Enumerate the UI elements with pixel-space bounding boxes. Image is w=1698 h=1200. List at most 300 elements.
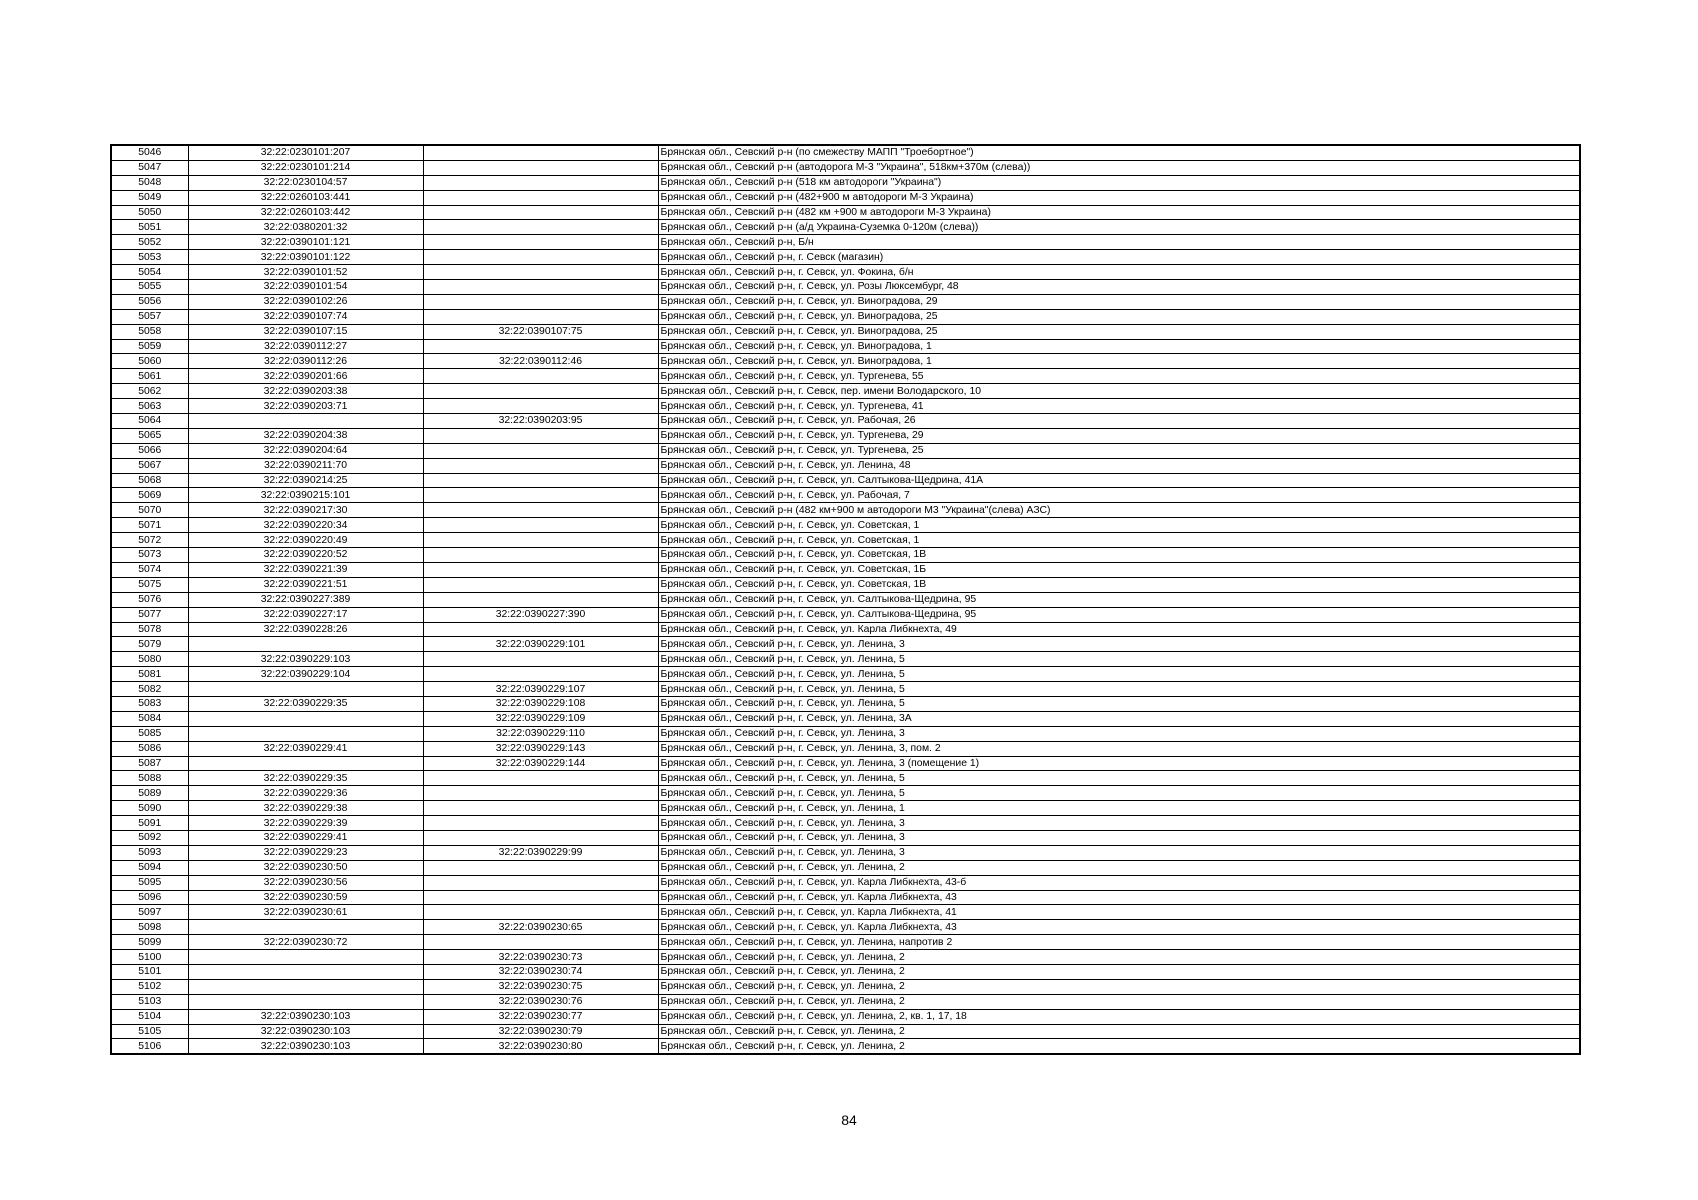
property-table: [110, 144, 1581, 1055]
building-number-cell: 32:22:0390230:79: [423, 1024, 658, 1039]
address-cell: Брянская обл., Севский р-н, г. Севск (магазин): [658, 250, 1580, 265]
building-number-cell: [423, 801, 658, 816]
building-number-cell: [423, 235, 658, 250]
cadastral-number-cell: 32:22:0390214:25: [188, 473, 423, 488]
address-cell: Брянская обл., Севский р-н, г. Севск, ул. Рабочая, 26: [658, 414, 1580, 429]
address-cell: Брянская обл., Севский р-н, г. Севск, ул. Ленина, 2: [658, 860, 1580, 875]
cadastral-number-cell: 32:22:0390227:17: [188, 607, 423, 622]
table-row: [111, 801, 1580, 816]
row-number-cell: 5085: [111, 726, 188, 741]
table-row: [111, 845, 1580, 860]
address-cell: Брянская обл., Севский р-н, г. Севск, ул. Ленина, 3 (помещение 1): [658, 756, 1580, 771]
row-number-cell: 5067: [111, 458, 188, 473]
table-row: [111, 548, 1580, 563]
table-row: [111, 488, 1580, 503]
address-cell: Брянская обл., Севский р-н, Б/н: [658, 235, 1580, 250]
address-cell: Брянская обл., Севский р-н, г. Севск, ул. Ленина, 5: [658, 696, 1580, 711]
address-cell: Брянская обл., Севский р-н (482 км+900 м автодороги М3 "Украина"(слева) АЗС): [658, 503, 1580, 518]
address-cell: Брянская обл., Севский р-н, г. Севск, ул. Розы Люксембург, 48: [658, 280, 1580, 295]
table-row: [111, 399, 1580, 414]
building-number-cell: [423, 562, 658, 577]
row-number-cell: 5097: [111, 905, 188, 920]
cadastral-number-cell: 32:22:0390229:41: [188, 830, 423, 845]
address-cell: Брянская обл., Севский р-н, г. Севск, ул. Ленина, 5: [658, 682, 1580, 697]
table-body: [111, 145, 1580, 1054]
table-row: [111, 294, 1580, 309]
building-number-cell: [423, 220, 658, 235]
table-row: [111, 220, 1580, 235]
building-number-cell: [423, 548, 658, 563]
table-row: [111, 905, 1580, 920]
address-cell: Брянская обл., Севский р-н, г. Севск, ул. Салтыкова-Щедрина, 41А: [658, 473, 1580, 488]
cadastral-number-cell: [188, 920, 423, 935]
building-number-cell: [423, 399, 658, 414]
table-row: [111, 428, 1580, 443]
table-row: [111, 175, 1580, 190]
cadastral-number-cell: 32:22:0230101:207: [188, 145, 423, 160]
address-cell: Брянская обл., Севский р-н, г. Севск, ул. Ленина, 2, кв. 1, 17, 18: [658, 1009, 1580, 1024]
row-number-cell: 5080: [111, 652, 188, 667]
row-number-cell: 5091: [111, 816, 188, 831]
table-row: [111, 443, 1580, 458]
cadastral-number-cell: 32:22:0390230:59: [188, 890, 423, 905]
row-number-cell: 5095: [111, 875, 188, 890]
table-row: [111, 1009, 1580, 1024]
table-row: [111, 339, 1580, 354]
building-number-cell: [423, 309, 658, 324]
address-cell: Брянская обл., Севский р-н (482 км +900 м автодороги М-3 Украина): [658, 205, 1580, 220]
table-row: [111, 414, 1580, 429]
row-number-cell: 5073: [111, 548, 188, 563]
building-number-cell: [423, 786, 658, 801]
table-row: [111, 369, 1580, 384]
building-number-cell: 32:22:0390203:95: [423, 414, 658, 429]
row-number-cell: 5090: [111, 801, 188, 816]
building-number-cell: 32:22:0390230:74: [423, 964, 658, 979]
building-number-cell: [423, 905, 658, 920]
address-cell: Брянская обл., Севский р-н, г. Севск, ул. Тургенева, 29: [658, 428, 1580, 443]
address-cell: Брянская обл., Севский р-н, г. Севск, пер. имени Володарского, 10: [658, 384, 1580, 399]
cadastral-number-cell: 32:22:0390229:35: [188, 771, 423, 786]
cadastral-number-cell: 32:22:0390107:15: [188, 324, 423, 339]
building-number-cell: [423, 890, 658, 905]
address-cell: Брянская обл., Севский р-н, г. Севск, ул. Карла Либкнехта, 49: [658, 622, 1580, 637]
table-row: [111, 711, 1580, 726]
address-cell: Брянская обл., Севский р-н, г. Севск, ул. Ленина, 5: [658, 771, 1580, 786]
building-number-cell: 32:22:0390229:108: [423, 696, 658, 711]
cadastral-number-cell: 32:22:0390220:34: [188, 518, 423, 533]
building-number-cell: [423, 205, 658, 220]
table-row: [111, 160, 1580, 175]
cadastral-number-cell: 32:22:0390229:41: [188, 741, 423, 756]
row-number-cell: 5082: [111, 682, 188, 697]
address-cell: Брянская обл., Севский р-н, г. Севск, ул. Ленина, напротив 2: [658, 935, 1580, 950]
address-cell: Брянская обл., Севский р-н (482+900 м автодороги М-3 Украина): [658, 190, 1580, 205]
row-number-cell: 5046: [111, 145, 188, 160]
table-row: [111, 607, 1580, 622]
address-cell: Брянская обл., Севский р-н, г. Севск, ул. Салтыкова-Щедрина, 95: [658, 592, 1580, 607]
building-number-cell: [423, 875, 658, 890]
table-row: [111, 622, 1580, 637]
row-number-cell: 5100: [111, 950, 188, 965]
address-cell: Брянская обл., Севский р-н, г. Севск, ул. Виноградова, 29: [658, 294, 1580, 309]
building-number-cell: [423, 294, 658, 309]
building-number-cell: [423, 280, 658, 295]
address-cell: Брянская обл., Севский р-н, г. Севск, ул. Ленина, 3: [658, 845, 1580, 860]
building-number-cell: [423, 384, 658, 399]
address-cell: Брянская обл., Севский р-н (автодорога М-3 "Украина", 518км+370м (слева)): [658, 160, 1580, 175]
cadastral-number-cell: 32:22:0390201:66: [188, 369, 423, 384]
address-cell: Брянская обл., Севский р-н, г. Севск, ул. Ленина, 3: [658, 830, 1580, 845]
address-cell: Брянская обл., Севский р-н, г. Севск, ул. Рабочая, 7: [658, 488, 1580, 503]
cadastral-number-cell: 32:22:0390230:103: [188, 1009, 423, 1024]
address-cell: Брянская обл., Севский р-н, г. Севск, ул. Карла Либкнехта, 41: [658, 905, 1580, 920]
table-row: [111, 830, 1580, 845]
row-number-cell: 5079: [111, 637, 188, 652]
address-cell: Брянская обл., Севский р-н (518 км автодороги "Украина"): [658, 175, 1580, 190]
cadastral-number-cell: 32:22:0390101:54: [188, 280, 423, 295]
building-number-cell: 32:22:0390230:65: [423, 920, 658, 935]
building-number-cell: 32:22:0390107:75: [423, 324, 658, 339]
row-number-cell: 5074: [111, 562, 188, 577]
building-number-cell: [423, 339, 658, 354]
row-number-cell: 5069: [111, 488, 188, 503]
cadastral-number-cell: 32:22:0390203:71: [188, 399, 423, 414]
cadastral-number-cell: 32:22:0390101:122: [188, 250, 423, 265]
row-number-cell: 5061: [111, 369, 188, 384]
row-number-cell: 5070: [111, 503, 188, 518]
building-number-cell: [423, 622, 658, 637]
row-number-cell: 5050: [111, 205, 188, 220]
building-number-cell: [423, 473, 658, 488]
row-number-cell: 5065: [111, 428, 188, 443]
address-cell: Брянская обл., Севский р-н, г. Севск, ул. Виноградова, 25: [658, 324, 1580, 339]
cadastral-number-cell: 32:22:0390102:26: [188, 294, 423, 309]
table-row: [111, 696, 1580, 711]
cadastral-number-cell: [188, 756, 423, 771]
cadastral-number-cell: 32:22:0230101:214: [188, 160, 423, 175]
address-cell: Брянская обл., Севский р-н, г. Севск, ул. Ленина, 2: [658, 964, 1580, 979]
cadastral-number-cell: 32:22:0390227:389: [188, 592, 423, 607]
cadastral-number-cell: 32:22:0390203:38: [188, 384, 423, 399]
row-number-cell: 5064: [111, 414, 188, 429]
building-number-cell: [423, 175, 658, 190]
table-row: [111, 235, 1580, 250]
row-number-cell: 5093: [111, 845, 188, 860]
cadastral-number-cell: [188, 950, 423, 965]
address-cell: Брянская обл., Севский р-н, г. Севск, ул. Советская, 1: [658, 533, 1580, 548]
address-cell: Брянская обл., Севский р-н, г. Севск, ул. Ленина, 48: [658, 458, 1580, 473]
cadastral-number-cell: 32:22:0390221:39: [188, 562, 423, 577]
table-row: [111, 518, 1580, 533]
row-number-cell: 5083: [111, 696, 188, 711]
cadastral-number-cell: 32:22:0390229:104: [188, 667, 423, 682]
table-row: [111, 875, 1580, 890]
row-number-cell: 5088: [111, 771, 188, 786]
cadastral-number-cell: 32:22:0390101:52: [188, 265, 423, 280]
building-number-cell: 32:22:0390230:77: [423, 1009, 658, 1024]
row-number-cell: 5084: [111, 711, 188, 726]
row-number-cell: 5096: [111, 890, 188, 905]
cadastral-number-cell: 32:22:0390221:51: [188, 577, 423, 592]
cadastral-number-cell: 32:22:0390230:72: [188, 935, 423, 950]
row-number-cell: 5086: [111, 741, 188, 756]
row-number-cell: 5103: [111, 994, 188, 1009]
row-number-cell: 5049: [111, 190, 188, 205]
building-number-cell: [423, 458, 658, 473]
table-row: [111, 652, 1580, 667]
table-row: [111, 682, 1580, 697]
table-row: [111, 935, 1580, 950]
table-row: [111, 354, 1580, 369]
address-cell: Брянская обл., Севский р-н, г. Севск, ул. Ленина, 2: [658, 950, 1580, 965]
table-row: [111, 280, 1580, 295]
address-cell: Брянская обл., Севский р-н, г. Севск, ул. Виноградова, 25: [658, 309, 1580, 324]
cadastral-number-cell: 32:22:0380201:32: [188, 220, 423, 235]
building-number-cell: [423, 369, 658, 384]
address-cell: Брянская обл., Севский р-н, г. Севск, ул. Ленина, 2: [658, 1024, 1580, 1039]
row-number-cell: 5063: [111, 399, 188, 414]
building-number-cell: 32:22:0390227:390: [423, 607, 658, 622]
row-number-cell: 5057: [111, 309, 188, 324]
table-row: [111, 309, 1580, 324]
row-number-cell: 5055: [111, 280, 188, 295]
table-row: [111, 503, 1580, 518]
building-number-cell: [423, 577, 658, 592]
building-number-cell: 32:22:0390230:80: [423, 1039, 658, 1054]
table-row: [111, 1024, 1580, 1039]
table-row: [111, 920, 1580, 935]
building-number-cell: [423, 518, 658, 533]
cadastral-number-cell: 32:22:0390211:70: [188, 458, 423, 473]
address-cell: Брянская обл., Севский р-н, г. Севск, ул. Ленина, 3: [658, 637, 1580, 652]
building-number-cell: [423, 160, 658, 175]
row-number-cell: 5048: [111, 175, 188, 190]
address-cell: Брянская обл., Севский р-н, г. Севск, ул. Советская, 1Б: [658, 562, 1580, 577]
table-row: [111, 324, 1580, 339]
cadastral-number-cell: [188, 637, 423, 652]
cadastral-number-cell: [188, 711, 423, 726]
table-row: [111, 979, 1580, 994]
address-cell: Брянская обл., Севский р-н, г. Севск, ул. Ленина, 2: [658, 979, 1580, 994]
table-row: [111, 786, 1580, 801]
row-number-cell: 5106: [111, 1039, 188, 1054]
cadastral-number-cell: 32:22:0390230:61: [188, 905, 423, 920]
building-number-cell: 32:22:0390229:110: [423, 726, 658, 741]
address-cell: Брянская обл., Севский р-н, г. Севск, ул. Карла Либкнехта, 43: [658, 920, 1580, 935]
building-number-cell: 32:22:0390229:99: [423, 845, 658, 860]
table-row: [111, 265, 1580, 280]
building-number-cell: [423, 265, 658, 280]
building-number-cell: [423, 443, 658, 458]
address-cell: Брянская обл., Севский р-н, г. Севск, ул. Карла Либкнехта, 43-б: [658, 875, 1580, 890]
address-cell: Брянская обл., Севский р-н, г. Севск, ул. Тургенева, 25: [658, 443, 1580, 458]
address-cell: Брянская обл., Севский р-н, г. Севск, ул. Ленина, 3: [658, 816, 1580, 831]
table-row: [111, 637, 1580, 652]
building-number-cell: 32:22:0390230:76: [423, 994, 658, 1009]
address-cell: Брянская обл., Севский р-н, г. Севск, ул. Ленина, 2: [658, 1039, 1580, 1054]
address-cell: Брянская обл., Севский р-н, г. Севск, ул. Ленина, 5: [658, 667, 1580, 682]
cadastral-number-cell: 32:22:0390220:49: [188, 533, 423, 548]
building-number-cell: [423, 190, 658, 205]
address-cell: Брянская обл., Севский р-н, г. Севск, ул. Ленина, 3: [658, 726, 1580, 741]
address-cell: Брянская обл., Севский р-н, г. Севск, ул. Тургенева, 55: [658, 369, 1580, 384]
cadastral-number-cell: 32:22:0390215:101: [188, 488, 423, 503]
row-number-cell: 5077: [111, 607, 188, 622]
building-number-cell: [423, 652, 658, 667]
table-row: [111, 726, 1580, 741]
table-row: [111, 473, 1580, 488]
table-row: [111, 205, 1580, 220]
building-number-cell: 32:22:0390230:73: [423, 950, 658, 965]
cadastral-number-cell: [188, 979, 423, 994]
row-number-cell: 5094: [111, 860, 188, 875]
table-row: [111, 458, 1580, 473]
building-number-cell: 32:22:0390230:75: [423, 979, 658, 994]
row-number-cell: 5078: [111, 622, 188, 637]
address-cell: Брянская обл., Севский р-н, г. Севск, ул. Ленина, 3А: [658, 711, 1580, 726]
table-row: [111, 577, 1580, 592]
building-number-cell: [423, 533, 658, 548]
address-cell: Брянская обл., Севский р-н, г. Севск, ул. Советская, 1: [658, 518, 1580, 533]
row-number-cell: 5047: [111, 160, 188, 175]
address-cell: Брянская обл., Севский р-н, г. Севск, ул. Виноградова, 1: [658, 354, 1580, 369]
building-number-cell: [423, 145, 658, 160]
building-number-cell: [423, 816, 658, 831]
building-number-cell: [423, 488, 658, 503]
table-row: [111, 756, 1580, 771]
row-number-cell: 5098: [111, 920, 188, 935]
table-row: [111, 667, 1580, 682]
row-number-cell: 5101: [111, 964, 188, 979]
address-cell: Брянская обл., Севский р-н, г. Севск, ул. Ленина, 5: [658, 652, 1580, 667]
table-row: [111, 384, 1580, 399]
row-number-cell: 5092: [111, 830, 188, 845]
building-number-cell: 32:22:0390229:143: [423, 741, 658, 756]
building-number-cell: [423, 428, 658, 443]
table-row: [111, 771, 1580, 786]
row-number-cell: 5071: [111, 518, 188, 533]
building-number-cell: [423, 503, 658, 518]
row-number-cell: 5058: [111, 324, 188, 339]
cadastral-number-cell: 32:22:0390220:52: [188, 548, 423, 563]
row-number-cell: 5066: [111, 443, 188, 458]
cadastral-number-cell: 32:22:0230104:57: [188, 175, 423, 190]
building-number-cell: [423, 592, 658, 607]
cadastral-number-cell: 32:22:0260103:442: [188, 205, 423, 220]
row-number-cell: 5072: [111, 533, 188, 548]
building-number-cell: [423, 250, 658, 265]
row-number-cell: 5105: [111, 1024, 188, 1039]
cadastral-number-cell: [188, 994, 423, 1009]
row-number-cell: 5068: [111, 473, 188, 488]
row-number-cell: 5087: [111, 756, 188, 771]
cadastral-number-cell: 32:22:0390230:103: [188, 1039, 423, 1054]
table-row: [111, 562, 1580, 577]
address-cell: Брянская обл., Севский р-н, г. Севск, ул. Салтыкова-Щедрина, 95: [658, 607, 1580, 622]
row-number-cell: 5089: [111, 786, 188, 801]
cadastral-number-cell: [188, 964, 423, 979]
building-number-cell: 32:22:0390112:46: [423, 354, 658, 369]
building-number-cell: 32:22:0390229:107: [423, 682, 658, 697]
address-cell: Брянская обл., Севский р-н (по смежеству МАПП "Троебортное"): [658, 145, 1580, 160]
table-row: [111, 741, 1580, 756]
address-cell: Брянская обл., Севский р-н, г. Севск, ул. Ленина, 1: [658, 801, 1580, 816]
table-row: [111, 250, 1580, 265]
address-cell: Брянская обл., Севский р-н, г. Севск, ул. Виноградова, 1: [658, 339, 1580, 354]
row-number-cell: 5052: [111, 235, 188, 250]
address-cell: Брянская обл., Севский р-н, г. Севск, ул. Карла Либкнехта, 43: [658, 890, 1580, 905]
row-number-cell: 5102: [111, 979, 188, 994]
row-number-cell: 5099: [111, 935, 188, 950]
row-number-cell: 5081: [111, 667, 188, 682]
cadastral-number-cell: [188, 726, 423, 741]
cadastral-number-cell: 32:22:0390112:27: [188, 339, 423, 354]
table-row: [111, 950, 1580, 965]
address-cell: Брянская обл., Севский р-н, г. Севск, ул. Советская, 1В: [658, 577, 1580, 592]
cadastral-number-cell: 32:22:0390204:64: [188, 443, 423, 458]
row-number-cell: 5060: [111, 354, 188, 369]
row-number-cell: 5062: [111, 384, 188, 399]
cadastral-number-cell: 32:22:0390229:36: [188, 786, 423, 801]
cadastral-number-cell: 32:22:0390230:50: [188, 860, 423, 875]
building-number-cell: 32:22:0390229:109: [423, 711, 658, 726]
row-number-cell: 5059: [111, 339, 188, 354]
cadastral-number-cell: 32:22:0390229:23: [188, 845, 423, 860]
cadastral-number-cell: 32:22:0390228:26: [188, 622, 423, 637]
cadastral-number-cell: 32:22:0390229:39: [188, 816, 423, 831]
building-number-cell: 32:22:0390229:101: [423, 637, 658, 652]
cadastral-number-cell: 32:22:0390229:103: [188, 652, 423, 667]
cadastral-number-cell: 32:22:0390229:38: [188, 801, 423, 816]
cadastral-number-cell: 32:22:0390101:121: [188, 235, 423, 250]
table-row: [111, 890, 1580, 905]
cadastral-number-cell: 32:22:0390107:74: [188, 309, 423, 324]
page-number: 84: [841, 1112, 857, 1128]
table-row: [111, 145, 1580, 160]
cadastral-number-cell: 32:22:0390229:35: [188, 696, 423, 711]
row-number-cell: 5054: [111, 265, 188, 280]
table-row: [111, 533, 1580, 548]
row-number-cell: 5104: [111, 1009, 188, 1024]
table-row: [111, 190, 1580, 205]
cadastral-number-cell: 32:22:0390217:30: [188, 503, 423, 518]
table-row: [111, 994, 1580, 1009]
cadastral-number-cell: 32:22:0390112:26: [188, 354, 423, 369]
cadastral-number-cell: [188, 414, 423, 429]
table-row: [111, 860, 1580, 875]
building-number-cell: [423, 830, 658, 845]
cadastral-number-cell: 32:22:0390230:56: [188, 875, 423, 890]
address-cell: Брянская обл., Севский р-н, г. Севск, ул. Ленина, 3, пом. 2: [658, 741, 1580, 756]
row-number-cell: 5056: [111, 294, 188, 309]
address-cell: Брянская обл., Севский р-н, г. Севск, ул. Фокина, б/н: [658, 265, 1580, 280]
cadastral-number-cell: 32:22:0260103:441: [188, 190, 423, 205]
cadastral-number-cell: 32:22:0390204:38: [188, 428, 423, 443]
building-number-cell: [423, 860, 658, 875]
row-number-cell: 5051: [111, 220, 188, 235]
building-number-cell: [423, 935, 658, 950]
address-cell: Брянская обл., Севский р-н, г. Севск, ул. Ленина, 2: [658, 994, 1580, 1009]
address-cell: Брянская обл., Севский р-н, г. Севск, ул. Ленина, 5: [658, 786, 1580, 801]
address-cell: Брянская обл., Севский р-н, г. Севск, ул. Тургенева, 41: [658, 399, 1580, 414]
building-number-cell: 32:22:0390229:144: [423, 756, 658, 771]
address-cell: Брянская обл., Севский р-н, г. Севск, ул. Советская, 1В: [658, 548, 1580, 563]
row-number-cell: 5075: [111, 577, 188, 592]
building-number-cell: [423, 667, 658, 682]
table-row: [111, 1039, 1580, 1054]
table-row: [111, 964, 1580, 979]
